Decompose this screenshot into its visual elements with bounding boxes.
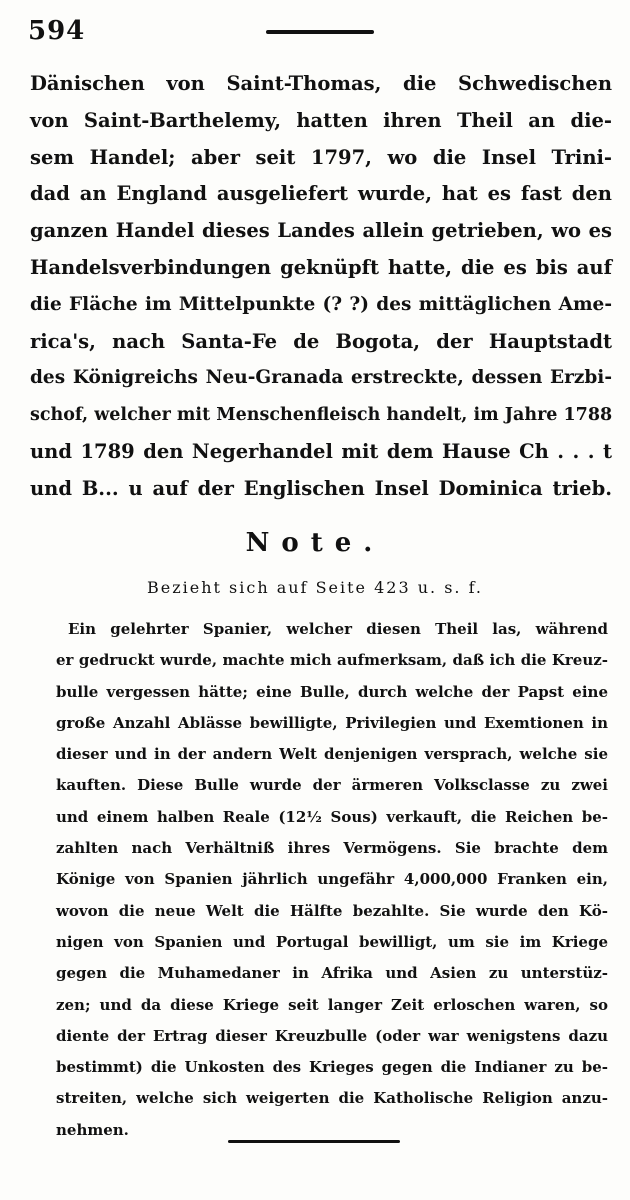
note-line: bestimmt) die Unkosten des Krieges gegen die Indianer zu be- xyxy=(56,1058,608,1077)
note-line: zahlten nach Verhältniß ihres Vermögens. Sie brachte dem xyxy=(56,839,608,858)
text-line: Dänischen von Saint-Thomas, die Schwedischen xyxy=(30,72,612,95)
note-line: bulle vergessen hätte; eine Bulle, durch welche der Papst eine xyxy=(56,682,608,701)
text-line: dad an England ausgeliefert wurde, hat es fast den xyxy=(30,182,612,206)
text-line: rica's, nach Santa-Fe de Bogota, der Hauptstadt xyxy=(30,329,612,353)
footer-rule xyxy=(228,1140,400,1143)
text-line: ganzen Handel dieses Landes allein getrieben, wo es xyxy=(30,219,612,243)
note-line: große Anzahl Ablässe bewilligte, Privilegien und Exemtionen in xyxy=(56,713,608,732)
text-line: von Saint-Barthelemy, hatten ihren Theil an die- xyxy=(30,108,612,132)
note-line: kauften. Diese Bulle wurde der ärmeren Volksclasse zu zwei xyxy=(56,776,608,795)
text-line: und 1789 den Negerhandel mit dem Hause Ch . . . t xyxy=(30,439,612,463)
note-line: gegen die Muhamedaner in Afrika und Asien zu unterstüz- xyxy=(56,964,608,983)
note-line: nigen von Spanien und Portugal bewilligt, um sie im Kriege xyxy=(56,932,608,951)
note-line: diente der Ertrag dieser Kreuzbulle (oder war wenigstens dazu xyxy=(56,1026,608,1045)
note-heading: Note. xyxy=(245,528,385,558)
note-line: und einem halben Reale (12½ Sous) verkauft, die Reichen be- xyxy=(56,807,608,826)
note-line: wovon die neue Welt die Hälfte bezahlte. Sie wurde den Kö- xyxy=(56,901,608,920)
note-line: dieser und in der andern Welt denjenigen versprach, welche sie xyxy=(56,745,608,764)
note-reference: Bezieht sich auf Seite 423 u. s. f. xyxy=(146,578,484,597)
note-line: nehmen. xyxy=(56,1120,129,1139)
text-line: Handelsverbindungen geknüpft hatte, die es bis auf xyxy=(30,255,612,279)
note-line: zen; und da diese Kriege seit langer Zeit erloschen waren, so xyxy=(56,995,608,1014)
text-line: sem Handel; aber seit 1797, wo die Insel Trini- xyxy=(30,145,612,169)
main-paragraph xyxy=(30,66,612,508)
text-line: die Fläche im Mittelpunkte (? ?) des mittäglichen Ame- xyxy=(30,293,612,315)
text-line: schof, welcher mit Menschenfleisch handelt, im Jahre 1788 xyxy=(30,405,613,426)
page-number: 594 xyxy=(28,16,86,46)
text-line: und B... u auf der Englischen Insel Dominica trieb. xyxy=(30,476,612,500)
note-line: Ein gelehrter Spanier, welcher diesen Theil las, während xyxy=(68,620,608,638)
note-paragraph xyxy=(56,614,608,1146)
text-line: des Königreichs Neu-Granada erstreckte, dessen Erzbi- xyxy=(30,367,612,389)
note-line: streiten, welche sich weigerten die Katholische Religion anzu- xyxy=(56,1089,608,1108)
header-rule xyxy=(266,30,374,34)
note-line: er gedruckt wurde, machte mich aufmerksam, daß ich die Kreuz- xyxy=(56,651,608,670)
note-line: Könige von Spanien jährlich ungefähr 4,000,000 Franken ein, xyxy=(56,870,608,889)
